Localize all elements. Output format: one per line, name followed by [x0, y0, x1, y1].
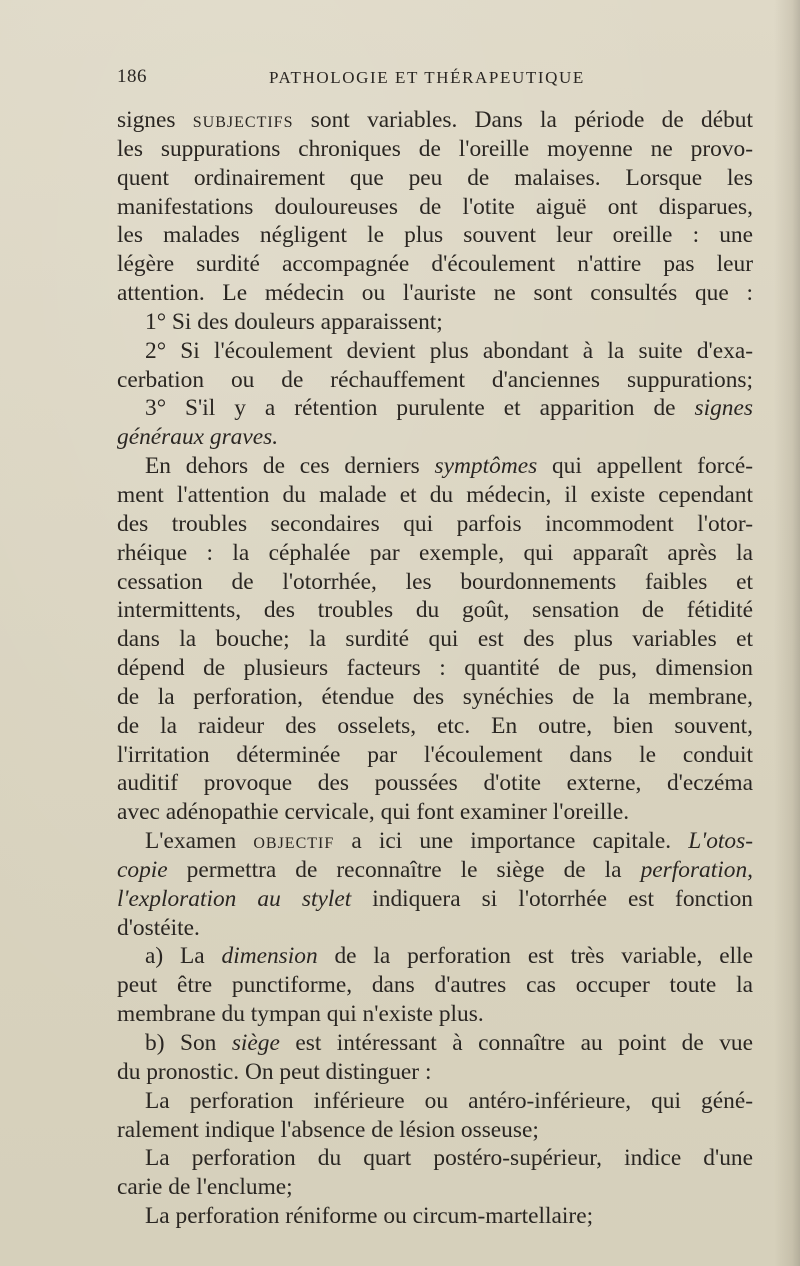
emphasis-italic: l'exploration au stylet — [117, 885, 352, 912]
text-line: de la perforation, étendue des synéchies de la membrane, — [117, 683, 753, 710]
text-line: peut être punctiforme, dans d'autres cas occuper toute la — [117, 972, 753, 999]
text-line: a) La dimension de la perforation est très variable, elle — [145, 943, 753, 970]
emphasis-smallcaps: objectif — [253, 828, 335, 855]
text-line: intermittents, des troubles du goût, sensation de fétidité — [117, 597, 753, 624]
page-header — [117, 66, 753, 96]
emphasis-italic: symptômes — [434, 453, 538, 480]
text-line: rhéique : la céphalée par exemple, qui apparaît après la — [117, 539, 753, 566]
text-line — [117, 423, 753, 452]
text-line: légère surdité accompagnée d'écoulement n'attire pas leur — [117, 251, 753, 278]
text-line: 2° Si l'écoulement devient plus abondant à la suite d'exa- — [145, 337, 753, 364]
text-line: dépend de plusieurs facteurs : quantité de pus, dimension — [117, 655, 753, 682]
text-line: l'exploration au stylet indiquera si l'otorrhée est fonction — [117, 885, 753, 912]
emphasis-italic: L'otos- — [688, 828, 753, 855]
emphasis-italic: généraux graves. — [117, 424, 279, 451]
text-line: L'examen objectif a ici une importance capitale. L'otos- — [145, 828, 753, 855]
running-title: PATHOLOGIE ET THÉRAPEUTIQUE — [269, 68, 585, 87]
text-line: signes subjectifs sont variables. Dans la période de début — [117, 107, 753, 133]
emphasis-italic: perforation, — [640, 856, 753, 883]
text-line: carie de l'enclume; — [117, 1174, 293, 1201]
text-line: l'irritation déterminée par l'écoulement dans le conduit — [117, 741, 753, 768]
text-line: quent ordinairement que peu de malaises. Lorsque les — [117, 164, 753, 191]
text-line: avec adénopathie cervicale, qui font examiner l'oreille. — [117, 799, 630, 826]
text-line: du pronostic. On peut distinguer : — [117, 1058, 432, 1085]
emphasis-italic: siège — [231, 1030, 280, 1056]
text-line: La perforation réniforme ou circum-martellaire; — [145, 1203, 594, 1230]
text-line: La perforation du quart postéro-supérieur, indice d'une — [145, 1145, 753, 1172]
emphasis-italic: dimension — [221, 943, 318, 970]
text-line: 3° S'il y a rétention purulente et apparition de signes — [145, 395, 753, 422]
text-line: cerbation ou de réchauffement d'anciennes suppurations; — [117, 366, 753, 393]
page-number: 186 — [117, 66, 147, 87]
emphasis-italic: copie — [117, 856, 168, 883]
text-line: des troubles secondaires qui parfois incommodent l'otor- — [117, 510, 753, 537]
text-line: manifestations douloureuses de l'otite aiguë ont disparues, — [117, 193, 753, 220]
text-line: ralement indique l'absence de lésion osseuse; — [117, 1116, 539, 1143]
text-line: b) Son siège est intéressant à connaître au point de vue — [145, 1030, 753, 1056]
text-line: de la raideur des osselets, etc. En outre, bien souvent, — [117, 712, 753, 739]
emphasis-smallcaps: subjectifs — [192, 107, 294, 133]
text-line: La perforation inférieure ou antéro-inférieure, qui géné- — [145, 1087, 753, 1114]
text-line: 1° Si des douleurs apparaissent; — [145, 308, 443, 335]
text-line: membrane du tympan qui n'existe plus. — [117, 1001, 484, 1028]
text-line: attention. Le médecin ou l'auriste ne sont consultés que : — [117, 280, 753, 307]
text-line: les malades négligent le plus souvent leur oreille : une — [117, 222, 753, 249]
text-line: ment l'attention du malade et du médecin, il existe cependant — [117, 481, 753, 508]
text-line: copie permettra de reconnaître le siège de la perforation, — [117, 856, 753, 883]
body-text — [117, 106, 753, 1231]
text-line: auditif provoque des poussées d'otite externe, d'eczéma — [117, 770, 753, 797]
text-line: d'ostéite. — [117, 914, 200, 941]
text-line: dans la bouche; la surdité qui est des plus variables et — [117, 626, 753, 653]
text-line: les suppurations chroniques de l'oreille moyenne ne provo- — [117, 135, 753, 162]
text-line: cessation de l'otorrhée, les bourdonnements faibles et — [117, 568, 753, 595]
emphasis-italic: signes — [694, 395, 753, 422]
text-line: En dehors de ces derniers symptômes qui appellent forcé- — [145, 453, 753, 480]
